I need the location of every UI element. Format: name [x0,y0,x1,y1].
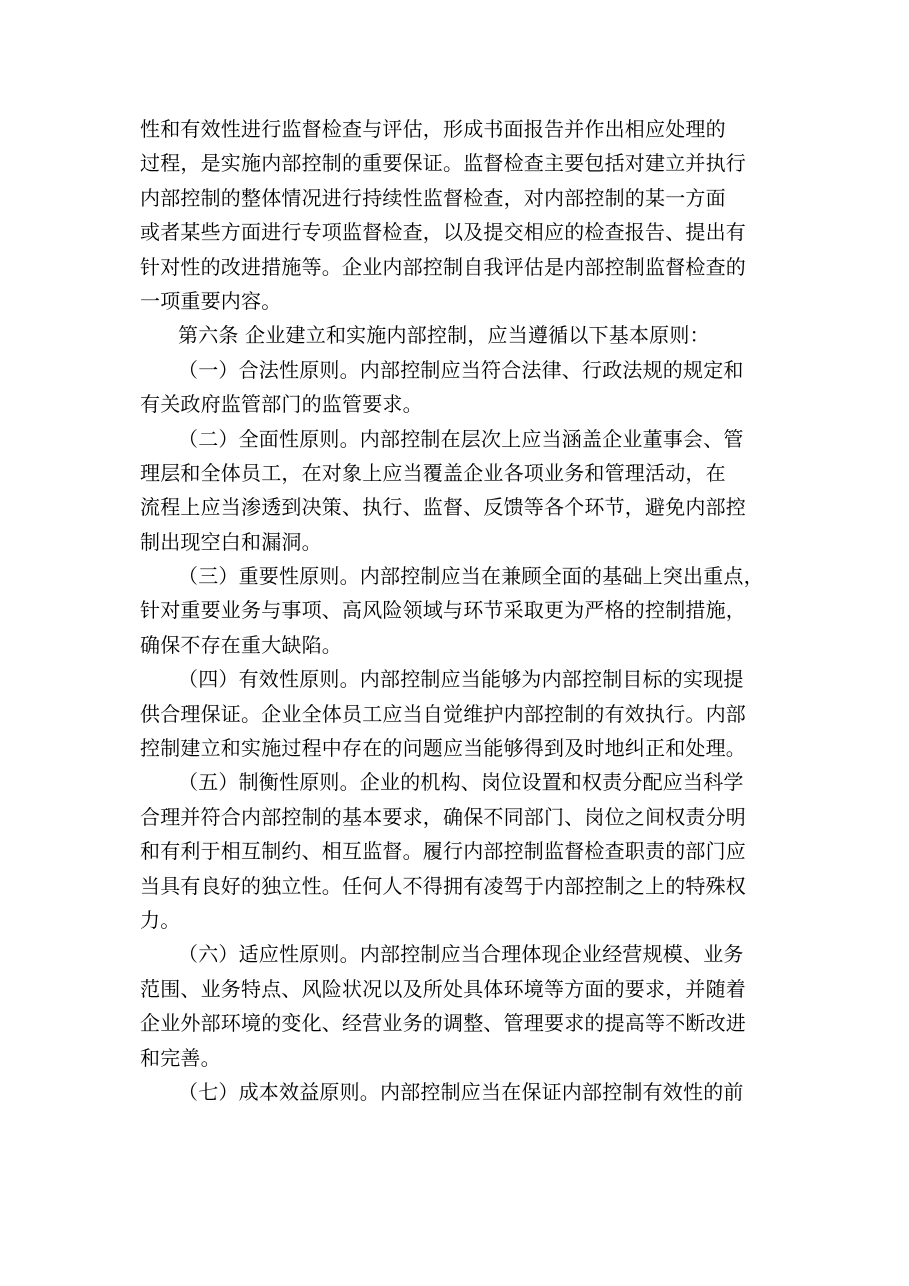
principle-6-line: 范围、业务特点、风险状况以及所处具体环境等方面的要求，并随着 [140,976,746,1001]
principle-6-line: 企业外部环境的变化、经营业务的调整、管理要求的提高等不断改进 [140,1011,746,1036]
principle-5-line: （五）制衡性原则。企业的机构、岗位设置和权责分配应当科学 [178,770,744,795]
text-line: 或者某些方面进行专项监督检查，以及提交相应的检查报告、提出有 [140,220,746,245]
principle-1-line: 有关政府监管部门的监管要求。 [140,392,423,417]
principle-5-line: 力。 [140,907,181,932]
text-line: 针对性的改进措施等。企业内部控制自我评估是内部控制监督检查的 [140,254,746,279]
text-line: 一项重要内容。 [140,288,282,313]
text-line: 过程，是实施内部控制的重要保证。监督检查主要包括对建立并执行 [140,151,746,176]
principle-3-line: （三）重要性原则。内部控制应当在兼顾全面的基础上突出重点， [178,564,764,589]
principle-4-line: （四）有效性原则。内部控制应当能够为内部控制目标的实现提 [178,667,744,692]
principle-6-line: 和完善。 [140,1045,221,1070]
principle-5-line: 和有利于相互制约、相互监督。履行内部控制监督检查职责的部门应 [140,839,746,864]
principle-2-line: 流程上应当渗透到决策、执行、监督、反馈等各个环节，避免内部控 [140,495,746,520]
principle-2-line: 理层和全体员工，在对象上应当覆盖企业各项业务和管理活动，在 [140,460,726,485]
principle-7-line: （七）成本效益原则。内部控制应当在保证内部控制有效性的前 [178,1079,744,1104]
principle-3-line: 针对重要业务与事项、高风险领域与环节采取更为严格的控制措施， [140,598,746,623]
principle-4-line: 供合理保证。企业全体员工应当自觉维护内部控制的有效执行。内部 [140,701,746,726]
principle-2-line: 制出现空白和漏洞。 [140,529,322,554]
text-line: 内部控制的整体情况进行持续性监督检查，对内部控制的某一方面 [140,185,726,210]
principle-2-line: （二）全面性原则。内部控制在层次上应当涵盖企业董事会、管 [178,426,744,451]
principle-6-line: （六）适应性原则。内部控制应当合理体现企业经营规模、业务 [178,942,744,967]
text-line: 性和有效性进行监督检查与评估，形成书面报告并作出相应处理的 [140,117,726,141]
principle-5-line: 当具有良好的独立性。任何人不得拥有凌驾于内部控制之上的特殊权 [140,873,746,898]
principle-4-line: 控制建立和实施过程中存在的问题应当能够得到及时地纠正和处理。 [140,736,746,761]
article-heading: 第六条 企业建立和实施内部控制，应当遵循以下基本原则： [178,323,710,348]
principle-1-line: （一）合法性原则。内部控制应当符合法律、行政法规的规定和 [178,357,744,382]
body-text [140,112,790,1109]
principle-5-line: 合理并符合内部控制的基本要求，确保不同部门、岗位之间权责分明 [140,804,746,829]
principle-3-line: 确保不存在重大缺陷。 [140,632,342,657]
